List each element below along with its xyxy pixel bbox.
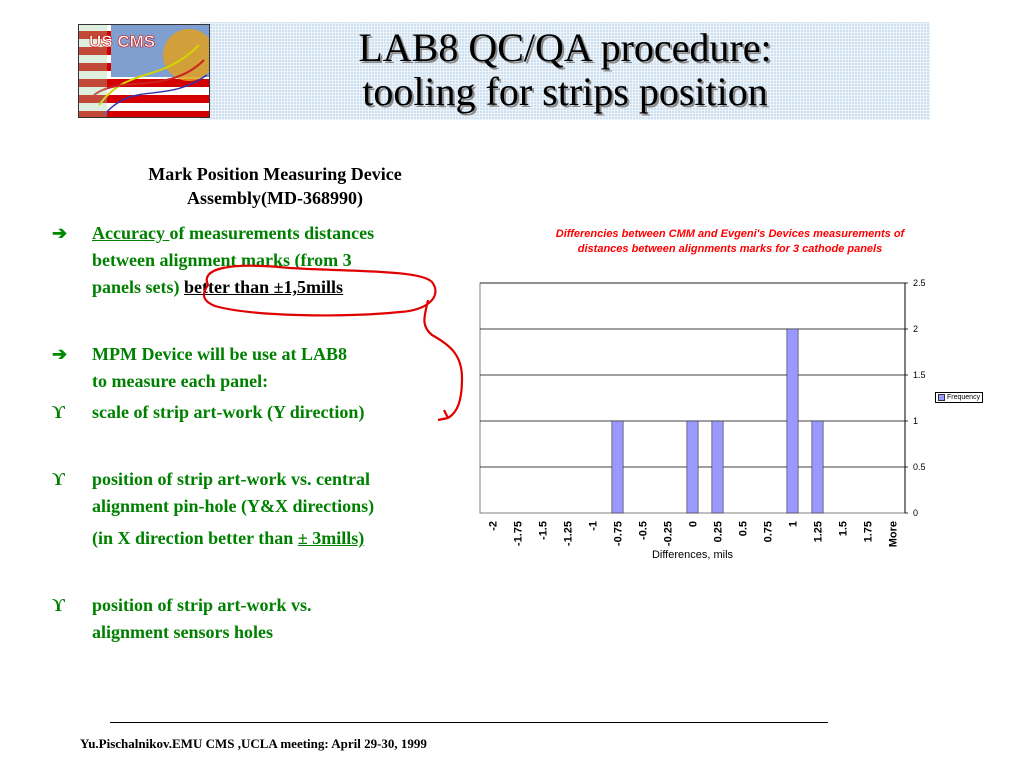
x-tick-label: 0.75 xyxy=(762,521,775,543)
bullet-mpm-line1: MPM Device will be use at LAB8 xyxy=(92,344,347,364)
x-axis-label: Differences, mils xyxy=(651,549,734,561)
bullet-accuracy-line3: panels sets) xyxy=(92,277,185,297)
subtitle-line2: Assembly(MD-368990) xyxy=(187,188,363,208)
bullet-position-line1: position of strip art-work vs. central xyxy=(92,469,370,489)
x-tick-label: 1.75 xyxy=(862,521,875,543)
bullet-position-line3: (in X direction better than xyxy=(92,528,298,548)
frequency-histogram-chart xyxy=(440,270,935,570)
bullet-scale: scale of strip art-work (Y direction) xyxy=(92,402,365,422)
x-tick-label: -0.75 xyxy=(612,521,625,547)
x-tick-label: -0.5 xyxy=(637,521,650,540)
subtitle-line1: Mark Position Measuring Device xyxy=(148,164,402,184)
x-tick-label: 1 xyxy=(787,521,800,528)
arrow-bullet-icon: ➔ xyxy=(52,223,68,243)
arrow-bullet-icon: ➔ xyxy=(52,344,68,364)
bullet-mpm-line2: to measure each panel: xyxy=(92,371,269,391)
chart-title-line1: Differencies between CMM and Evgeni's Devices measurements of xyxy=(555,228,905,240)
accuracy-label: Accuracy xyxy=(92,223,170,243)
bar xyxy=(612,421,623,513)
x-tick-label: -0.25 xyxy=(662,521,675,547)
slide-title-line2: tooling for strips position xyxy=(362,69,768,114)
chart-title-line2: distances between alignments marks for 3 cathode panels xyxy=(577,243,883,255)
x-tick-label: 1.5 xyxy=(837,521,850,537)
bullet-sensor-line2: alignment sensors holes xyxy=(92,622,274,642)
legend-label: Frequency xyxy=(947,394,981,401)
x-tick-label: 1.25 xyxy=(812,521,825,543)
sub-bullet-icon: ϒ xyxy=(52,595,65,615)
y-tick-label: 2.5 xyxy=(913,278,926,288)
accuracy-value: better than ±1,5mills xyxy=(184,277,344,297)
sub-bullet-icon: ϒ xyxy=(52,402,65,422)
x-tick-label: -1.75 xyxy=(512,521,525,547)
footer-text: Yu.Pischalnikov.EMU CMS ,UCLA meeting: April 29-30, 1999 xyxy=(80,736,427,751)
logo-text: US CMS xyxy=(89,32,156,51)
bullet-accuracy-line1: of measurements distances xyxy=(169,223,375,243)
bar xyxy=(787,329,798,513)
x-tick-label: 0 xyxy=(687,521,700,528)
y-tick-label: 2 xyxy=(913,324,919,334)
x-direction-value: ± 3mills) xyxy=(297,528,365,548)
x-tick-label: -2 xyxy=(487,521,500,531)
bar xyxy=(812,421,823,513)
x-tick-label: 0.5 xyxy=(737,521,750,537)
y-tick-label: 1 xyxy=(913,416,919,426)
x-tick-label: -1 xyxy=(587,521,600,531)
y-tick-label: 1.5 xyxy=(913,370,926,380)
legend-swatch xyxy=(938,394,945,401)
x-tick-label: More xyxy=(887,521,900,548)
footer-divider xyxy=(110,722,828,723)
bullet-sensor-line1: position of strip art-work vs. xyxy=(92,595,312,615)
sub-bullet-icon: ϒ xyxy=(52,469,65,489)
y-tick-label: 0.5 xyxy=(913,462,926,472)
chart-title xyxy=(480,227,980,257)
y-tick-label: 0 xyxy=(913,508,919,518)
x-tick-label: -1.5 xyxy=(537,521,550,540)
bar xyxy=(712,421,723,513)
x-tick-label: 0.25 xyxy=(712,521,725,543)
bar xyxy=(687,421,698,513)
slide-title-line1: LAB8 QC/QA procedure: xyxy=(358,25,772,70)
bullet-position-line2: alignment pin-hole (Y&X directions) xyxy=(92,496,375,516)
bullet-accuracy-line2: between alignment marks (from 3 xyxy=(92,250,352,270)
x-tick-label: -1.25 xyxy=(562,521,575,547)
chart-legend xyxy=(935,392,983,403)
